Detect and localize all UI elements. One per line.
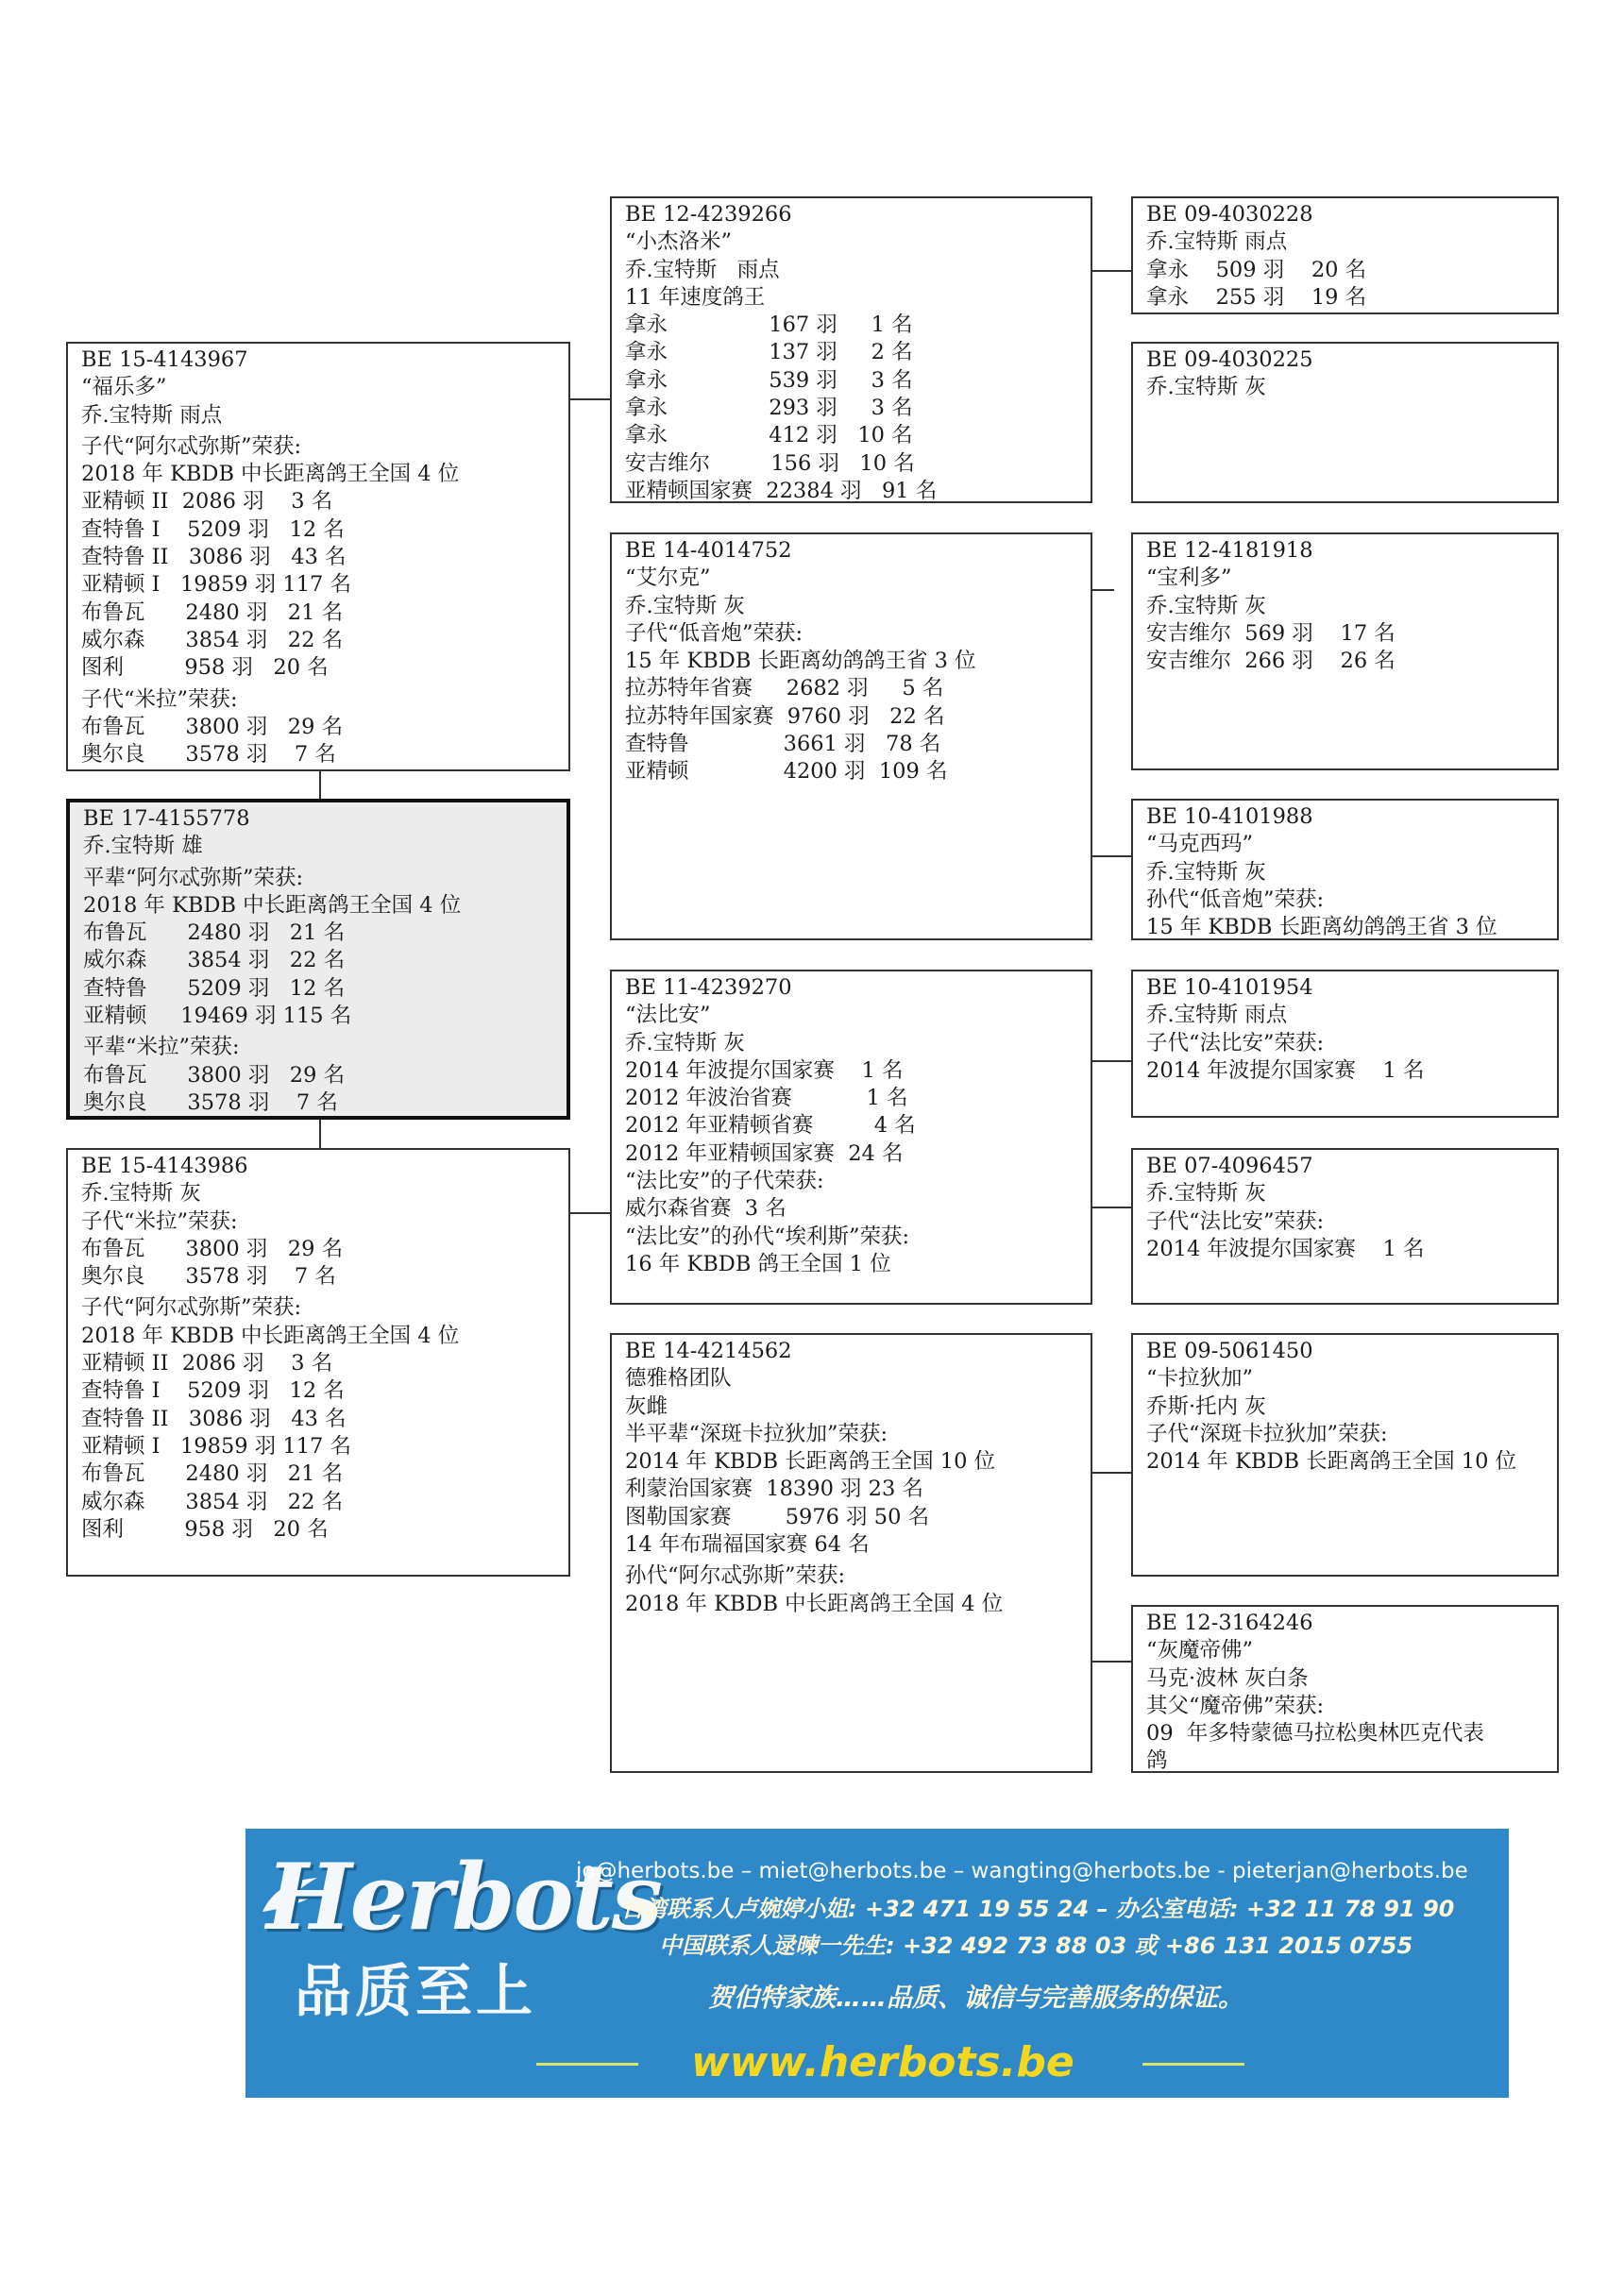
pedigree-line: 拿永 255 羽 19 名 (1146, 284, 1367, 310)
pedigree-line: 安吉维尔 569 羽 17 名 (1146, 620, 1396, 646)
pedigree-line: 其父“魔帝佛”荣获: (1146, 1693, 1325, 1718)
sire-dam-sire-card (1131, 532, 1559, 770)
pedigree-line: 拿永 167 羽 1 名 (625, 312, 913, 338)
ring-number: BE 09-4030228 (1146, 202, 1313, 227)
pedigree-line: 乔.宝特斯 灰 (81, 1181, 201, 1207)
pedigree-line: 16 年 KBDB 鸽王全国 1 位 (625, 1251, 891, 1276)
pedigree-line: 乔.宝特斯 灰 (1146, 1181, 1266, 1207)
pedigree-line: 拉苏特年国家赛 9760 羽 22 名 (625, 703, 945, 729)
ring-number: BE 14-4014752 (625, 538, 792, 563)
pedigree-line: 拿永 509 羽 20 名 (1146, 257, 1367, 282)
ring-number: BE 15-4143967 (81, 347, 248, 372)
pedigree-line: 威尔森 3854 羽 22 名 (81, 627, 344, 652)
pedigree-line: “卡拉狄加” (1146, 1366, 1254, 1392)
pedigree-line: “艾尔克” (625, 566, 711, 591)
dam-sire-card (610, 970, 1092, 1305)
pedigree-line: 威尔森省赛 3 名 (625, 1196, 787, 1222)
dam-sire-dam-card (1131, 1148, 1559, 1305)
pedigree-line: 查特鲁 II 3086 羽 43 名 (81, 545, 347, 570)
pedigree-line: 查特鲁 5209 羽 12 名 (83, 975, 346, 1001)
pedigree-line: 2012 年亚精顿省赛 4 名 (625, 1113, 916, 1139)
pedigree-line: 利蒙治国家赛 18390 羽 23 名 (625, 1477, 923, 1502)
pedigree-line: 拿永 137 羽 2 名 (625, 340, 913, 365)
pedigree-line: 2014 年 KBDB 长距离鸽王全国 10 位 (1146, 1449, 1517, 1475)
pedigree-line: 乔.宝特斯 雄 (83, 834, 203, 859)
pedigree-line: 德雅格团队 (625, 1366, 732, 1392)
pedigree-line: 布鲁瓦 3800 羽 29 名 (83, 1062, 346, 1088)
tagline: 贺伯特家族……品质、诚信与完善服务的保证。 (708, 1984, 1243, 2013)
taiwan-contact-phone: 台湾联系人卢婉婷小姐: +32 471 19 55 24 – 办公室电话: +32 11 78 91 90 (621, 1896, 1455, 1922)
divider-left (536, 2063, 638, 2066)
pedigree-line: 2014 年波提尔国家赛 1 名 (1146, 1057, 1425, 1083)
pedigree-line: 布鲁瓦 2480 羽 21 名 (81, 1461, 344, 1487)
divider-right (1142, 2063, 1244, 2066)
pedigree-line: 奥尔良 3578 羽 7 名 (81, 742, 336, 768)
pedigree-line: 2018 年 KBDB 中长距离鸽王全国 4 位 (83, 892, 462, 918)
pedigree-line: 2014 年波提尔国家赛 1 名 (1146, 1236, 1425, 1261)
pedigree-line: 安吉维尔 266 羽 26 名 (1146, 649, 1396, 674)
pedigree-line: 14 年布瑞福国家赛 64 名 (625, 1532, 870, 1558)
pedigree-line: “马克西玛” (1146, 832, 1254, 857)
ring-number: BE 17-4155778 (83, 806, 250, 831)
sire-sire-sire-card (1131, 196, 1559, 314)
pedigree-line: 2018 年 KBDB 中长距离鸽王全国 4 位 (625, 1591, 1004, 1616)
pedigree-line: 乔.宝特斯 灰 (625, 593, 745, 618)
pedigree-line: 2012 年波治省赛 1 名 (625, 1086, 908, 1111)
pedigree-line: 查特鲁 3661 羽 78 名 (625, 732, 941, 757)
pedigree-line: 15 年 KBDB 长距离幼鸽鸽王省 3 位 (625, 649, 976, 674)
pedigree-line: 亚精顿 19469 羽 115 名 (83, 1004, 352, 1029)
dam-dam-card (610, 1333, 1092, 1773)
herbots-logo: Herbots (266, 1844, 661, 1950)
pedigree-line: “法比安”的孙代“埃利斯”荣获: (625, 1224, 910, 1249)
pedigree-line: 子代“米拉”荣获: (81, 686, 238, 712)
pedigree-line: 平辈“米拉”荣获: (83, 1035, 240, 1060)
pedigree-line: 孙代“低音炮”荣获: (1146, 886, 1325, 912)
pedigree-line: 09 年多特蒙德马拉松奥林匹克代表 (1146, 1721, 1484, 1747)
pedigree-line: “小杰洛米” (625, 229, 733, 255)
pedigree-line: 布鲁瓦 3800 羽 29 名 (81, 1236, 344, 1261)
pedigree-line: 拿永 539 羽 3 名 (625, 367, 913, 393)
dam-dam-sire-card (1131, 1333, 1559, 1577)
pedigree-line: 平辈“阿尔忒弥斯”荣获: (83, 865, 304, 890)
pedigree-line: 亚精顿 4200 羽 109 名 (625, 759, 948, 785)
pedigree-line: 威尔森 3854 羽 22 名 (83, 948, 346, 973)
pedigree-line: 威尔森 3854 羽 22 名 (81, 1489, 344, 1514)
pedigree-line: 亚精顿 II 2086 羽 3 名 (81, 489, 333, 515)
ring-number: BE 07-4096457 (1146, 1154, 1313, 1178)
pedigree-line: 鸽 (1146, 1748, 1168, 1774)
pedigree-line: 子代“法比安”荣获: (1146, 1208, 1325, 1234)
pedigree-line: 图勒国家赛 5976 羽 50 名 (625, 1504, 930, 1529)
pedigree-line: 乔.宝特斯 雨点 (625, 257, 780, 282)
pedigree-line: 乔.宝特斯 雨点 (81, 402, 223, 428)
ring-number: BE 09-4030225 (1146, 347, 1313, 372)
pedigree-line: 2012 年亚精顿国家赛 24 名 (625, 1140, 904, 1166)
ring-number: BE 12-4181918 (1146, 538, 1313, 563)
pedigree-line: 亚精顿 I 19859 羽 117 名 (81, 572, 351, 598)
pedigree-line: 布鲁瓦 2480 羽 21 名 (83, 920, 346, 946)
pedigree-line: 灰雌 (625, 1393, 668, 1419)
pedigree-line: 15 年 KBDB 长距离幼鸽鸽王省 3 位 (1146, 915, 1497, 940)
sire-card (66, 342, 570, 771)
pedigree-line: 查特鲁 I 5209 羽 12 名 (81, 1378, 345, 1404)
pedigree-line: “法比安”的子代荣获: (625, 1169, 824, 1194)
website-link[interactable]: www.herbots.be (691, 2038, 1074, 2086)
pedigree-line: 拿永 412 羽 10 名 (625, 423, 913, 448)
pedigree-line: 布鲁瓦 3800 羽 29 名 (81, 714, 344, 739)
pedigree-line: 乔.宝特斯 雨点 (1146, 1003, 1288, 1028)
ring-number: BE 09-5061450 (1146, 1339, 1313, 1363)
pedigree-line: 子代“米拉”荣获: (81, 1208, 238, 1234)
pedigree-line: 查特鲁 I 5209 羽 12 名 (81, 516, 345, 542)
dam-sire-sire-card (1131, 970, 1559, 1118)
ring-number: BE 11-4239270 (625, 975, 792, 1000)
pedigree-line: 查特鲁 II 3086 羽 43 名 (81, 1406, 347, 1431)
pedigree-line: 图利 958 羽 20 名 (81, 655, 329, 681)
subject-card (66, 799, 570, 1120)
pedigree-line: 奥尔良 3578 羽 7 名 (81, 1264, 336, 1290)
ring-number: BE 10-4101954 (1146, 975, 1313, 1000)
pedigree-line: 子代“阿尔忒弥斯”荣获: (81, 1295, 302, 1321)
ring-number: BE 14-4214562 (625, 1339, 792, 1363)
pedigree-line: 乔.宝特斯 灰 (1146, 375, 1266, 400)
pedigree-line: 乔.宝特斯 灰 (1146, 859, 1266, 885)
pedigree-line: 亚精顿 I 19859 羽 117 名 (81, 1433, 351, 1459)
pedigree-line: 安吉维尔 156 羽 10 名 (625, 450, 915, 476)
dam-dam-dam-card (1131, 1605, 1559, 1773)
pedigree-line: 子代“深斑卡拉狄加”荣获: (1146, 1421, 1388, 1446)
pedigree-line: 乔.宝特斯 灰 (1146, 593, 1266, 618)
sire-sire-card (610, 196, 1092, 503)
pedigree-line: 2018 年 KBDB 中长距离鸽王全国 4 位 (81, 462, 460, 487)
pedigree-line: 乔.宝特斯 灰 (625, 1030, 745, 1055)
pedigree-line: “灰魔帝佛” (1146, 1638, 1254, 1663)
pedigree-line: 拉苏特年省赛 2682 羽 5 名 (625, 676, 944, 701)
pedigree-line: 亚精顿国家赛 22384 羽 91 名 (625, 478, 938, 503)
pedigree-line: 图利 958 羽 20 名 (81, 1516, 329, 1542)
pedigree-line: 奥尔良 3578 羽 7 名 (83, 1089, 338, 1115)
pedigree-line: 2014 年波提尔国家赛 1 名 (625, 1057, 904, 1083)
ring-number: BE 12-3164246 (1146, 1611, 1313, 1635)
slogan: 品质至上 (295, 1959, 536, 2025)
pedigree-line: 子代“低音炮”荣获: (625, 620, 804, 646)
pedigree-line: 乔斯·托内 灰 (1146, 1393, 1266, 1419)
pedigree-line: 亚精顿 II 2086 羽 3 名 (81, 1351, 333, 1376)
pedigree-line: 孙代“阿尔忒弥斯”荣获: (625, 1563, 846, 1589)
pedigree-line: 子代“阿尔忒弥斯”荣获: (81, 433, 302, 459)
herbots-banner (245, 1829, 1509, 2098)
ring-number: BE 12-4239266 (625, 202, 792, 227)
china-contact-phone: 中国联系人逯暕一先生: +32 492 73 88 03 或 +86 131 2015 0755 (659, 1933, 1413, 1959)
pedigree-line: 2014 年 KBDB 长距离鸽王全国 10 位 (625, 1449, 996, 1475)
pedigree-line: 子代“法比安”荣获: (1146, 1030, 1325, 1055)
pedigree-line: 半平辈“深斑卡拉狄加”荣获: (625, 1421, 888, 1446)
sire-dam-card (610, 532, 1092, 940)
ring-number: BE 15-4143986 (81, 1154, 248, 1178)
pedigree-line: 11 年速度鸽王 (625, 284, 766, 310)
contact-emails[interactable]: jo@herbots.be – miet@herbots.be – wangting@herbots.be - pieterjan@herbots.be (576, 1859, 1468, 1883)
pedigree-line: “福乐多” (81, 375, 167, 400)
pedigree-line: 乔.宝特斯 雨点 (1146, 229, 1288, 255)
pedigree-line: 2018 年 KBDB 中长距离鸽王全国 4 位 (81, 1323, 460, 1348)
pedigree-line: 马克·波林 灰白条 (1146, 1665, 1309, 1691)
dam-card (66, 1148, 570, 1577)
pedigree-line: “法比安” (625, 1003, 711, 1028)
pedigree-line: 拿永 293 羽 3 名 (625, 396, 913, 421)
sire-dam-dam-card (1131, 799, 1559, 940)
ring-number: BE 10-4101988 (1146, 804, 1313, 829)
pedigree-line: 布鲁瓦 2480 羽 21 名 (81, 599, 344, 625)
pedigree-line: “宝利多” (1146, 566, 1232, 591)
sire-sire-dam-card (1131, 342, 1559, 503)
